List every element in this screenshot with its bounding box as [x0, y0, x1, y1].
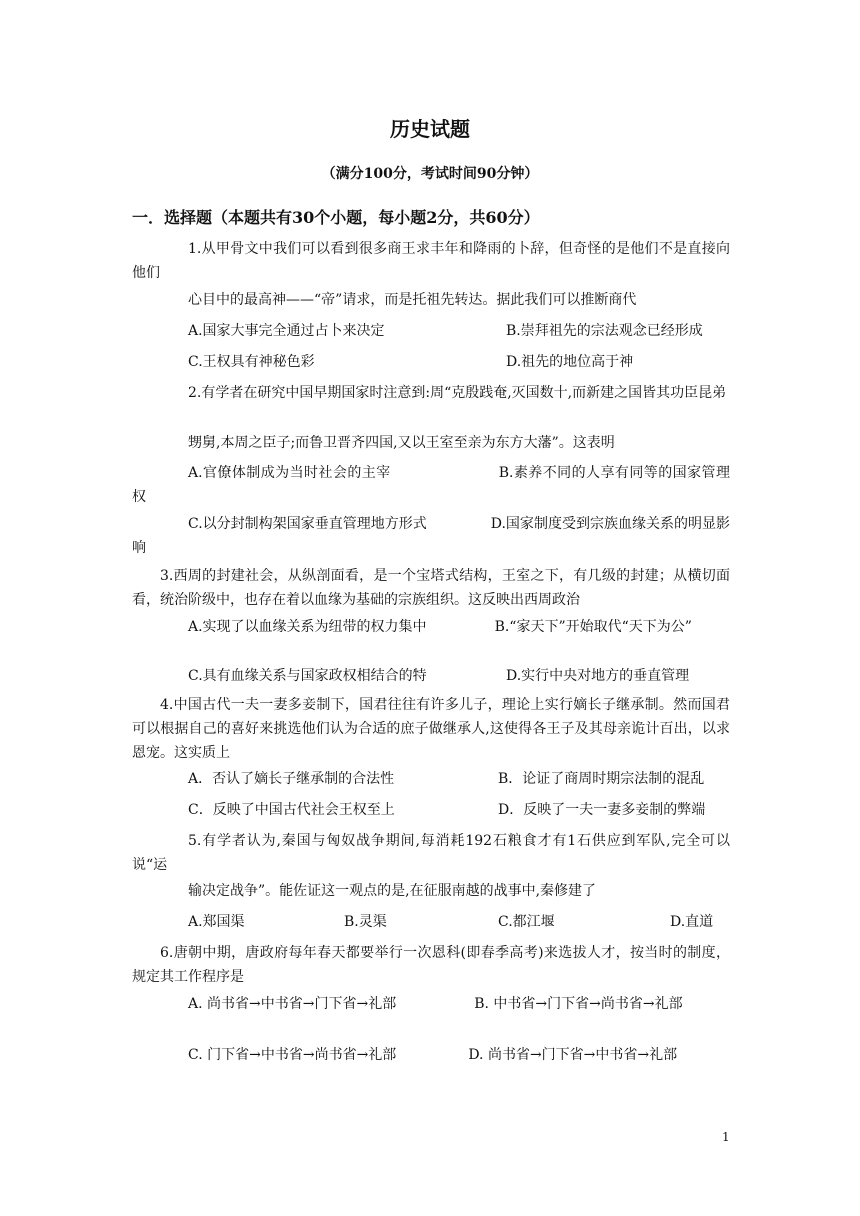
question-2-option-d: D.国家制度受到宗族血缘关系的明显影响 [132, 516, 730, 556]
exam-info: （满分100分，考试时间90分钟） [321, 166, 539, 182]
question-1-option-c: C.王权具有神秘色彩 [188, 354, 315, 370]
question-6-stem: 6.唐朝中期，唐政府每年春天都要举行一次恩科(即春季高考)来选拔人才，按当时的制度，规定其工作程序是 [132, 945, 730, 985]
question-5-option-c: C.都江堰 [498, 914, 555, 930]
question-1-stem-cont: 心目中的最高神——“帝”请求，而是托祖先转达。据此我们可以推断商代 [188, 292, 637, 308]
question-5-option-b: B.灵渠 [344, 914, 387, 930]
question-2-options-ab [132, 461, 730, 509]
question-3-stem: 3.西周的封建社会，从纵剖面看，是一个宝塔式结构，王室之下，有几级的封建；从横切面看，统治阶级中，也存在着以血缘为基础的宗族组织。这反映出西周政治 [132, 568, 730, 608]
question-6-option-c: C. 门下省→中书省→尚书省→礼部 [188, 1047, 397, 1063]
question-3-options-ab [132, 615, 730, 639]
question-5-stem-cont: 输决定战争”。能佐证这一观点的是,在征服南越的战事中,秦修建了 [188, 883, 597, 899]
question-1-option-d: D.祖先的地位高于神 [506, 354, 634, 370]
question-1-option-b: B.崇拜祖先的宗法观念已经形成 [506, 323, 703, 339]
question-4-option-a: A．否认了嫡长子继承制的合法性 [188, 771, 395, 787]
question-4-stem: 4.中国古代一夫一妻多妾制下，国君往往有许多儿子，理论上实行嫡长子继承制。然而国君可以根据自己的喜好来挑选他们认为合适的庶子做继承人,这使得各王子及其母亲诡计百出，以求恩宠。这实质上 [132, 697, 730, 761]
question-2-stem: 2.有学者在研究中国早期国家时注意到:周“克殷践奄,灭国数十,而新建之国皆其功臣昆弟 [188, 385, 727, 401]
section-heading: 一．选择题（本题共有30个小题，每小题2分，共60分） [132, 208, 540, 227]
page-title: 历史试题 [390, 117, 470, 141]
question-3-option-b: B.“家天下”开始取代“天下为公” [494, 619, 692, 635]
question-2-option-c: C.以分封制构架国家垂直管理地方形式 [188, 516, 427, 532]
question-6-option-d: D. 尚书省→门下省→中书省→礼部 [468, 1047, 678, 1063]
question-4-option-b: B．论证了商周时期宗法制的混乱 [498, 771, 705, 787]
question-3-option-c: C.具有血缘关系与国家政权相结合的特 [188, 668, 427, 684]
question-5-stem: 5.有学者认为,秦国与匈奴战争期间,每消耗192石粮食才有1石供应到军队,完全可以说“运 [132, 833, 730, 873]
question-1-option-a: A.国家大事完全通过占卜来决定 [188, 323, 385, 339]
question-6-options-ab [132, 992, 730, 1016]
question-2-option-a: A.官僚体制成为当时社会的主宰 [188, 465, 391, 481]
page-number: 1 [722, 1130, 730, 1144]
question-2-option-b: B.素养不同的人享有同等的国家管理权 [132, 465, 730, 505]
question-5-option-d: D.直道 [670, 914, 714, 930]
question-2-options-cd [132, 512, 730, 560]
question-4-option-c: C．反映了中国古代社会王权至上 [188, 802, 395, 818]
question-4-option-d: D．反映了一夫一妻多妾制的弊端 [498, 802, 706, 818]
question-5-option-a: A.郑国渠 [188, 914, 245, 930]
question-6-option-a: A. 尚书省→中书省→门下省→礼部 [188, 996, 397, 1012]
question-1-stem: 1.从甲骨文中我们可以看到很多商王求丰年和降雨的卜辞，但奇怪的是他们不是直接向他们 [132, 241, 730, 281]
question-3-option-d: D.实行中央对地方的垂直管理 [506, 668, 690, 684]
question-3-option-a: A.实现了以血缘关系为纽带的权力集中 [188, 619, 427, 635]
question-6-option-b: B. 中书省→门下省→尚书省→礼部 [474, 996, 683, 1012]
question-2-stem-cont: 甥舅,本周之臣子;而鲁卫晋齐四国,又以王室至亲为东方大藩”。这表明 [188, 435, 615, 451]
question-6-options-cd [132, 1043, 730, 1067]
